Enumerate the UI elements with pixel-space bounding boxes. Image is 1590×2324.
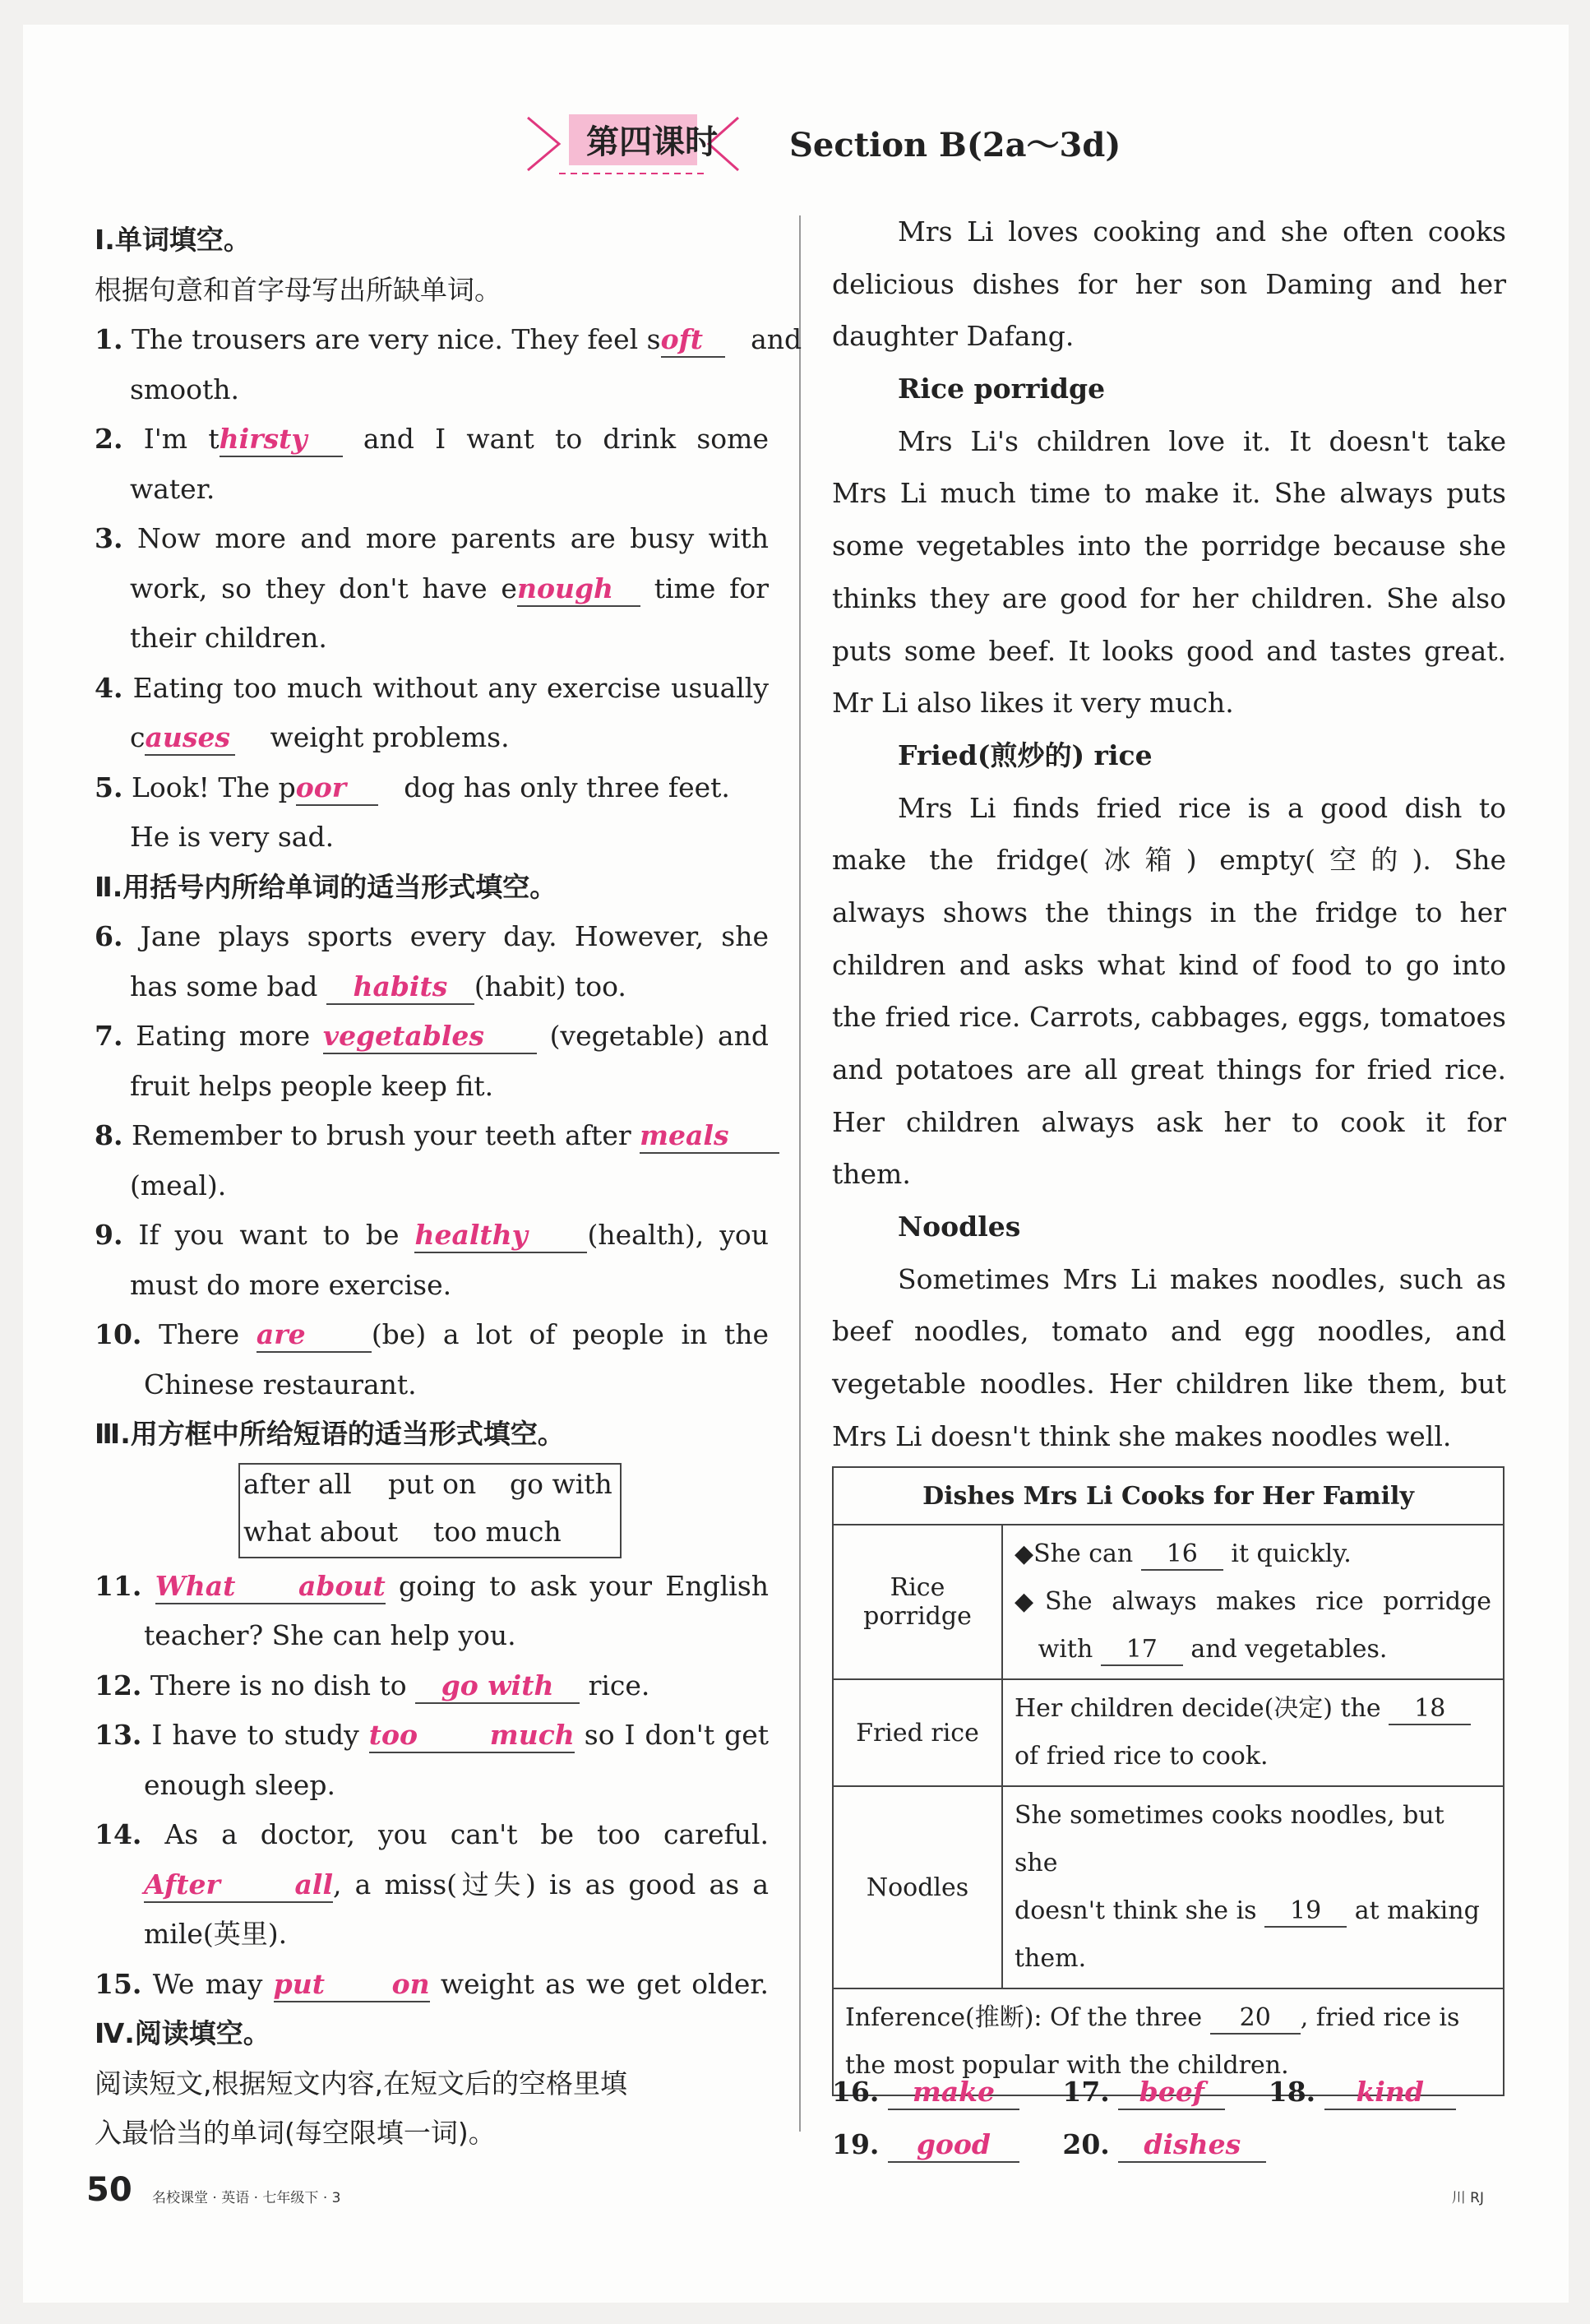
answer-blank[interactable]: too much — [369, 1719, 575, 1753]
right-column — [832, 206, 1506, 1463]
passage-intro: Mrs Li loves cooking and she often cooks delicious dishes for her son Daming and her daughter Dafang. — [832, 215, 1506, 353]
table-row: Rice porridge ◆She can 16 it quickly. ◆She always makes rice porridge with 17 and vegetables. — [833, 1525, 1504, 1679]
answer-blank[interactable]: meals — [640, 1119, 779, 1154]
question-10: 10. There are (be) a lot of people in the — [95, 1310, 769, 1360]
column-divider — [799, 215, 801, 2132]
answer-blank[interactable]: What about — [155, 1570, 386, 1604]
dishes-table — [832, 1466, 1504, 2096]
table-caption: Dishes Mrs Li Cooks for Her Family — [833, 1467, 1504, 1525]
table-row: Fried rice Her children decide(决定) the 18 of fried rice to cook. — [833, 1679, 1504, 1786]
left-column: Ⅰ.单词填空。 根据句意和首字母写出所缺单词。 1. The trousers are very nice. They feel soft and smooth. 2. I'm thirsty and I want to drink some water. 3. Now more and more parents are busy with work, so they don't have enough time for their children. 4. Eating too much without any exercise usually causes weight problems. 5. Look! The poor dog has only three feet. He is very sad. Ⅱ.用括号内所给单词的适当形式填空。 6. Jane plays sports every day. However, she has some bad habits (habit) too. 7. Eating more vegetables (vegetable) and fruit helps people keep fit. 8. Remember to brush your teeth after meals (meal). 9. If you want to be healthy (health), you must do more exercise. 10. There are (be) a lot of people in the Chinese restaurant. Ⅲ.用方框中所给短语的适当形式填空。 after all put on go with what about too much 11. What about going to ask your English teacher? She can help you. 12. There is no dish to go with rice. 13. I have to study too much so I don't get enough sleep. 14. As a doctor, you can't be too careful. After all, a miss(过失) is as good as a mile(英里). 15. We may put on weight as we get older. Ⅳ.阅读填空。 阅读短文,根据短文内容,在短文后的空格里填 入最恰当的单词(每空限填一词)。 — [95, 215, 769, 2159]
answer-blank[interactable]: oor — [296, 771, 378, 806]
table-inference: Inference(推断): Of the three 20 , fried rice is the most popular with the children. — [833, 1988, 1504, 2095]
part1-instruction: 根据句意和首字母写出所缺单词。 — [95, 273, 501, 306]
answer-blank[interactable]: hirsty — [220, 423, 343, 457]
question-11: 11. What about going to ask your English — [95, 1562, 769, 1612]
question-1: 1. The trousers are very nice. They feel soft and — [95, 315, 769, 365]
answer-blank[interactable]: go with — [415, 1669, 580, 1704]
answer-blank[interactable]: dishes — [1118, 2128, 1266, 2163]
lesson-badge — [526, 111, 740, 177]
question-12: 12. There is no dish to go with rice. — [95, 1661, 769, 1711]
part1-heading: Ⅰ.单词填空。 — [95, 224, 251, 256]
question-8: 8. Remember to brush your teeth after meals — [95, 1111, 769, 1161]
question-4: 4. Eating too much without any exercise usually — [95, 671, 769, 704]
question-5: 5. Look! The poor dog has only three feet. — [95, 763, 769, 813]
answer-blank[interactable]: habits — [326, 970, 474, 1005]
table-blank[interactable]: 20 — [1210, 2003, 1301, 2035]
section-title: Section B(2a～3d) — [789, 126, 1121, 164]
question-6: 6. Jane plays sports every day. However, she — [95, 920, 769, 952]
answer-blank[interactable]: oft — [661, 323, 725, 358]
passage-noodles: Sometimes Mrs Li makes noodles, such as beef noodles, tomato and egg noodles, and vegetable noodles. Her children like them, but Mrs Li doesn't think she makes noodles well. — [832, 1262, 1506, 1452]
answer-blank[interactable]: make — [888, 2076, 1019, 2110]
answer-blank[interactable]: healthy — [414, 1219, 587, 1253]
part3-heading: Ⅲ.用方框中所给短语的适当形式填空。 — [95, 1418, 565, 1450]
lesson-title: 第四课时 — [586, 123, 718, 161]
table-row: Noodles She sometimes cooks noodles, but she doesn't think she is 19 at making them. — [833, 1786, 1504, 1988]
question-14: 14. As a doctor, you can't be too careful. — [95, 1818, 769, 1850]
edition-code: 川 RJ — [1451, 2190, 1484, 2206]
question-13: 13. I have to study too much so I don't get — [95, 1711, 769, 1761]
answer-blank[interactable]: auses — [145, 721, 235, 756]
answer-blank[interactable]: beef — [1118, 2076, 1225, 2110]
page-number: 50 — [86, 2171, 132, 2209]
question-7: 7. Eating more vegetables (vegetable) and — [95, 1012, 769, 1062]
lesson-header — [493, 111, 1151, 185]
passage-heading-noodles: Noodles — [898, 1211, 1021, 1243]
phrase-box: after all put on go with what about too much — [238, 1463, 622, 1558]
answer-blank[interactable]: nough — [517, 572, 640, 607]
answer-blank[interactable]: vegetables — [323, 1020, 537, 1054]
table-blank[interactable]: 16 — [1141, 1539, 1223, 1571]
part2-heading: Ⅱ.用括号内所给单词的适当形式填空。 — [95, 870, 557, 903]
passage-fried-rice: Mrs Li finds fried rice is a good dish to make the fridge(冰箱) empty(空的). She always shows the things in the fridge to her children and asks what kind of food to go into the fried rice. Carrots, cabbages, eggs, tomatoes and potatoes are all great things for fried rice. Her children always ask her to cook it for them. — [832, 791, 1506, 1191]
table-blank[interactable]: 17 — [1101, 1635, 1183, 1666]
answer-blank[interactable]: good — [888, 2128, 1019, 2163]
answer-blank[interactable]: are — [257, 1318, 372, 1353]
answer-blank[interactable]: put on — [274, 1968, 430, 2002]
passage-porridge: Mrs Li's children love it. It doesn't take Mrs Li much time to make it. She always puts some vegetables into the porridge because she thinks they are good for her children. She also puts some beef. It looks good and tastes great. Mr Li also likes it very much. — [832, 424, 1506, 720]
answer-blank[interactable]: After all — [144, 1868, 333, 1903]
answer-blank[interactable]: kind — [1324, 2076, 1456, 2110]
part4-heading: Ⅳ.阅读填空。 — [95, 2017, 270, 2049]
table-blank[interactable]: 19 — [1264, 1896, 1347, 1928]
answer-lines: 16. make 17. beef 18. kind 19. good 20. dishes — [832, 2066, 1506, 2171]
passage-heading-porridge: Rice porridge — [898, 373, 1106, 405]
passage-heading-fried-rice: Fried(煎炒的) rice — [898, 738, 1153, 771]
book-title: 名校课堂 · 英语 · 七年级下 · 3 — [152, 2190, 341, 2206]
part4-instruction: 阅读短文,根据短文内容,在短文后的空格里填 — [95, 2067, 627, 2099]
question-15: 15. We may put on weight as we get older. — [95, 1960, 769, 2010]
table-blank[interactable]: 18 — [1389, 1694, 1471, 1725]
question-9: 9. If you want to be healthy (health), you — [95, 1211, 769, 1261]
page-footer — [86, 2171, 1484, 2212]
question-3: 3. Now more and more parents are busy with — [95, 522, 770, 554]
question-2: 2. I'm thirsty and I want to drink some — [95, 414, 769, 465]
